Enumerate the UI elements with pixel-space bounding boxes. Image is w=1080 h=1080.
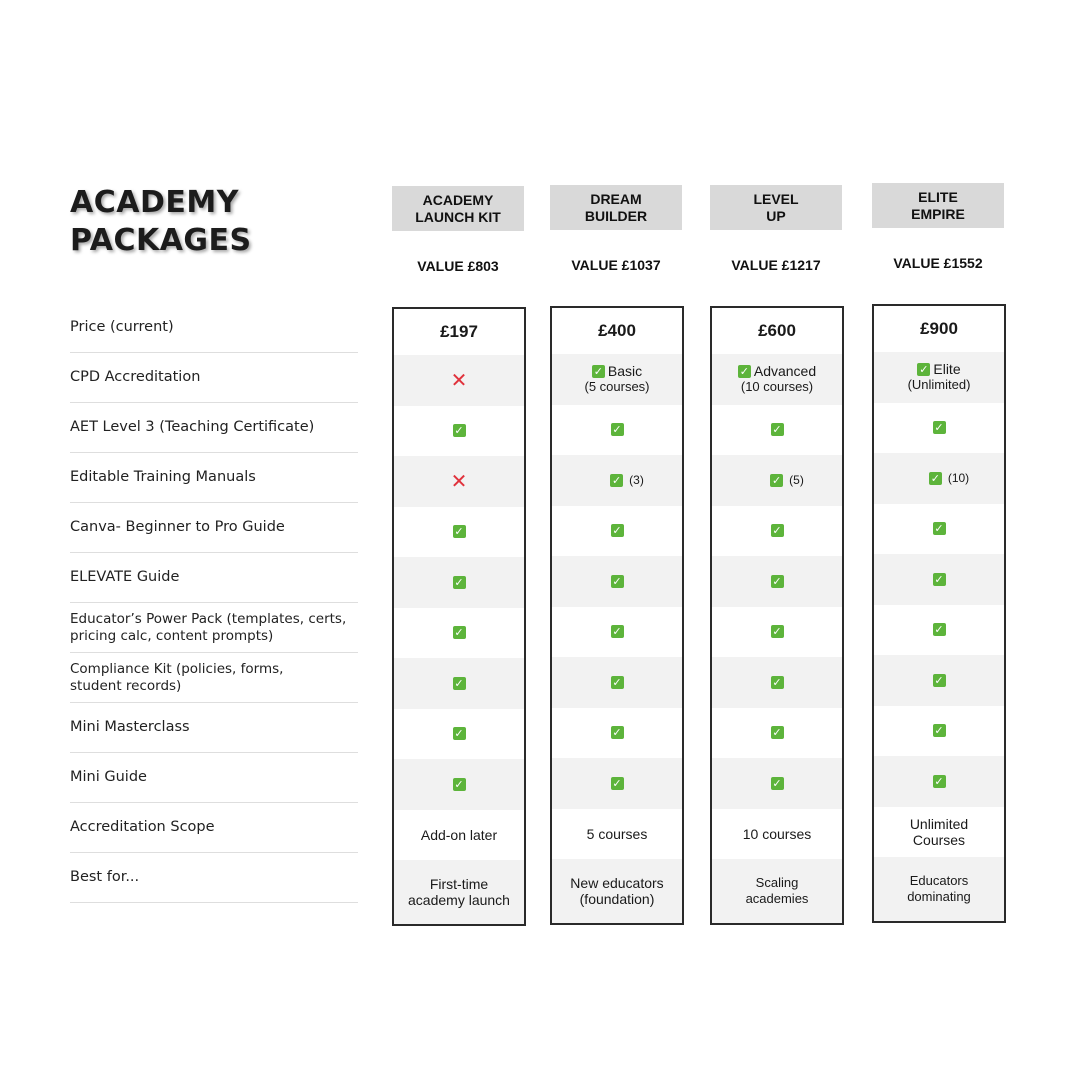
cell-compliance (874, 655, 1004, 706)
cell-mini-guide (394, 759, 524, 810)
package-name-line2: BUILDER (584, 207, 648, 224)
package-name-line2: LAUNCH KIT (415, 208, 501, 225)
feature-compliance: Compliance Kit (policies, forms, student records) (70, 653, 358, 703)
cell-manuals (394, 456, 524, 507)
package-price: £197 (440, 322, 478, 341)
package-value: VALUE £803 (417, 258, 499, 274)
best-for-line2: (foundation) (579, 890, 655, 907)
cell-manuals (712, 455, 842, 506)
cell-aet (874, 403, 1004, 454)
cross-icon: ✕ (450, 469, 468, 494)
feature-elevate: ELEVATE Guide (70, 553, 358, 603)
check-box-icon: ✓ (772, 726, 782, 740)
check-with-count (610, 472, 644, 488)
check-box-icon: ✓ (454, 424, 464, 438)
check-box-icon: ✓ (593, 364, 603, 378)
package-name-line1: ELITE (918, 188, 958, 205)
page-title-line1: ACADEMY (70, 185, 239, 220)
cell-mini-guide (712, 758, 842, 809)
package-header (872, 183, 1004, 228)
cell-best-for (394, 860, 524, 924)
page-title (70, 184, 330, 260)
check-box-icon: ✓ (772, 574, 782, 588)
check-box-icon: ✓ (934, 774, 944, 788)
check-box-icon: ✓ (612, 473, 622, 487)
check-box-icon: ✓ (934, 522, 944, 536)
check-box-icon: ✓ (934, 572, 944, 586)
cell-cpd (874, 352, 1004, 403)
feature-scope: Accreditation Scope (70, 803, 358, 853)
feature-mini-guide: Mini Guide (70, 753, 358, 803)
feature-canva: Canva- Beginner to Pro Guide (70, 503, 358, 553)
cell-accreditation-scope (394, 810, 524, 860)
check-box-icon: ✓ (454, 525, 464, 539)
check-box-icon: ✓ (739, 364, 749, 378)
package-name-line1: DREAM (590, 190, 642, 207)
feature-manuals: Editable Training Manuals (70, 453, 358, 503)
best-for-line1: First-time (429, 875, 489, 892)
cpd-level-courses: (5 courses) (584, 379, 650, 395)
feature-price: Price (current) (70, 303, 358, 353)
check-box-icon: ✓ (454, 676, 464, 690)
package-price: £400 (598, 321, 636, 340)
scope-text: 5 courses (586, 825, 648, 842)
cell-best-for (712, 859, 842, 923)
cell-canva (552, 506, 682, 557)
cell-aet (552, 405, 682, 456)
check-box-icon: ✓ (772, 675, 782, 689)
cell-cpd (552, 354, 682, 405)
cell-best-for (874, 857, 1004, 921)
check-box-icon: ✓ (612, 776, 622, 790)
package-box (550, 306, 684, 925)
check-box-icon: ✓ (612, 726, 622, 740)
cell-cpd (712, 354, 842, 405)
cell-aet (394, 406, 524, 457)
cpd-level-label: Basic (607, 363, 643, 380)
check-box-icon: ✓ (930, 471, 940, 485)
package-price: £600 (758, 321, 796, 340)
cpd-level-courses: (10 courses) (740, 379, 814, 395)
cpd-level-label: Advanced (753, 363, 817, 380)
cell-best-for (552, 859, 682, 923)
scope-line1: Unlimited (909, 815, 969, 832)
cell-cpd (394, 355, 524, 406)
package-value: VALUE £1552 (893, 255, 983, 271)
check-box-icon: ✓ (612, 675, 622, 689)
package-name-line1: LEVEL (753, 190, 799, 207)
scope-line2: Courses (912, 831, 966, 848)
feature-best-for: Best for... (70, 853, 358, 903)
check-box-icon: ✓ (454, 626, 464, 640)
package-value: VALUE £1037 (571, 257, 661, 273)
feature-list (70, 303, 358, 903)
check-box-icon: ✓ (772, 473, 782, 487)
feature-power-pack: Educator’s Power Pack (templates, certs, pricing calc, content prompts) (70, 603, 358, 653)
package-name-line1: ACADEMY (422, 191, 494, 208)
cpd-level (592, 363, 642, 379)
check-box-icon: ✓ (612, 574, 622, 588)
cell-elevate (552, 556, 682, 607)
cell-manuals (874, 453, 1004, 504)
cell-compliance (552, 657, 682, 708)
cell-elevate (394, 557, 524, 608)
cross-icon: ✕ (450, 368, 468, 393)
check-box-icon: ✓ (934, 724, 944, 738)
cell-masterclass (874, 706, 1004, 757)
check-box-icon: ✓ (934, 421, 944, 435)
package-value: VALUE £1217 (731, 257, 821, 273)
best-for-line2: academy launch (408, 891, 510, 908)
cell-accreditation-scope (552, 809, 682, 859)
cell-accreditation-scope (712, 809, 842, 859)
package-box (872, 304, 1006, 923)
check-box-icon: ✓ (454, 777, 464, 791)
cell-compliance (712, 657, 842, 708)
check-box-icon: ✓ (612, 524, 622, 538)
cell-power-pack (874, 605, 1004, 656)
scope-text: 10 courses (742, 825, 812, 842)
best-for-line1: New educators (570, 874, 664, 891)
cell-aet (712, 405, 842, 456)
cpd-level (917, 361, 960, 377)
cell-power-pack (712, 607, 842, 658)
check-box-icon: ✓ (772, 423, 782, 437)
check-box-icon: ✓ (454, 575, 464, 589)
package-name-line2: UP (766, 207, 786, 224)
cell-mini-guide (874, 756, 1004, 807)
feature-masterclass: Mini Masterclass (70, 703, 358, 753)
cell-canva (394, 507, 524, 558)
package-header (392, 186, 524, 231)
package-price: £900 (920, 319, 958, 338)
best-for-line1: Scaling (755, 874, 799, 890)
cell-mini-guide (552, 758, 682, 809)
check-box-icon: ✓ (612, 625, 622, 639)
cell-masterclass (552, 708, 682, 759)
cell-canva (712, 506, 842, 557)
scope-text: Add-on later (420, 826, 498, 843)
cell-accreditation-scope (874, 807, 1004, 857)
cell-power-pack (394, 608, 524, 659)
manual-count: (3) (629, 473, 644, 488)
cpd-level (738, 363, 816, 379)
page-title-line2: PACKAGES (70, 223, 252, 258)
best-for-line2: academies (745, 890, 809, 906)
package-box (710, 306, 844, 925)
package-header (550, 185, 682, 230)
manual-count: (5) (789, 473, 804, 488)
cell-canva (874, 504, 1004, 555)
feature-cpd: CPD Accreditation (70, 353, 358, 403)
best-for-line2: dominating (907, 888, 971, 904)
check-box-icon: ✓ (612, 423, 622, 437)
feature-aet: AET Level 3 (Teaching Certificate) (70, 403, 358, 453)
cell-compliance (394, 658, 524, 709)
cpd-level-courses: (Unlimited) (907, 377, 971, 393)
best-for-line1: Educators (909, 872, 969, 888)
cell-power-pack (552, 607, 682, 658)
cpd-level-label: Elite (933, 361, 961, 378)
manual-count: (10) (947, 471, 970, 486)
check-box-icon: ✓ (772, 524, 782, 538)
package-name-line2: EMPIRE (911, 205, 965, 222)
check-box-icon: ✓ (934, 673, 944, 687)
check-box-icon: ✓ (934, 623, 944, 637)
package-header (710, 185, 842, 230)
cell-elevate (712, 556, 842, 607)
check-with-count (770, 472, 804, 488)
check-box-icon: ✓ (772, 625, 782, 639)
check-with-count (929, 470, 969, 486)
check-box-icon: ✓ (454, 727, 464, 741)
cell-manuals (552, 455, 682, 506)
check-box-icon: ✓ (772, 776, 782, 790)
cell-elevate (874, 554, 1004, 605)
check-box-icon: ✓ (919, 362, 929, 376)
package-box (392, 307, 526, 926)
cell-masterclass (394, 709, 524, 760)
cell-masterclass (712, 708, 842, 759)
